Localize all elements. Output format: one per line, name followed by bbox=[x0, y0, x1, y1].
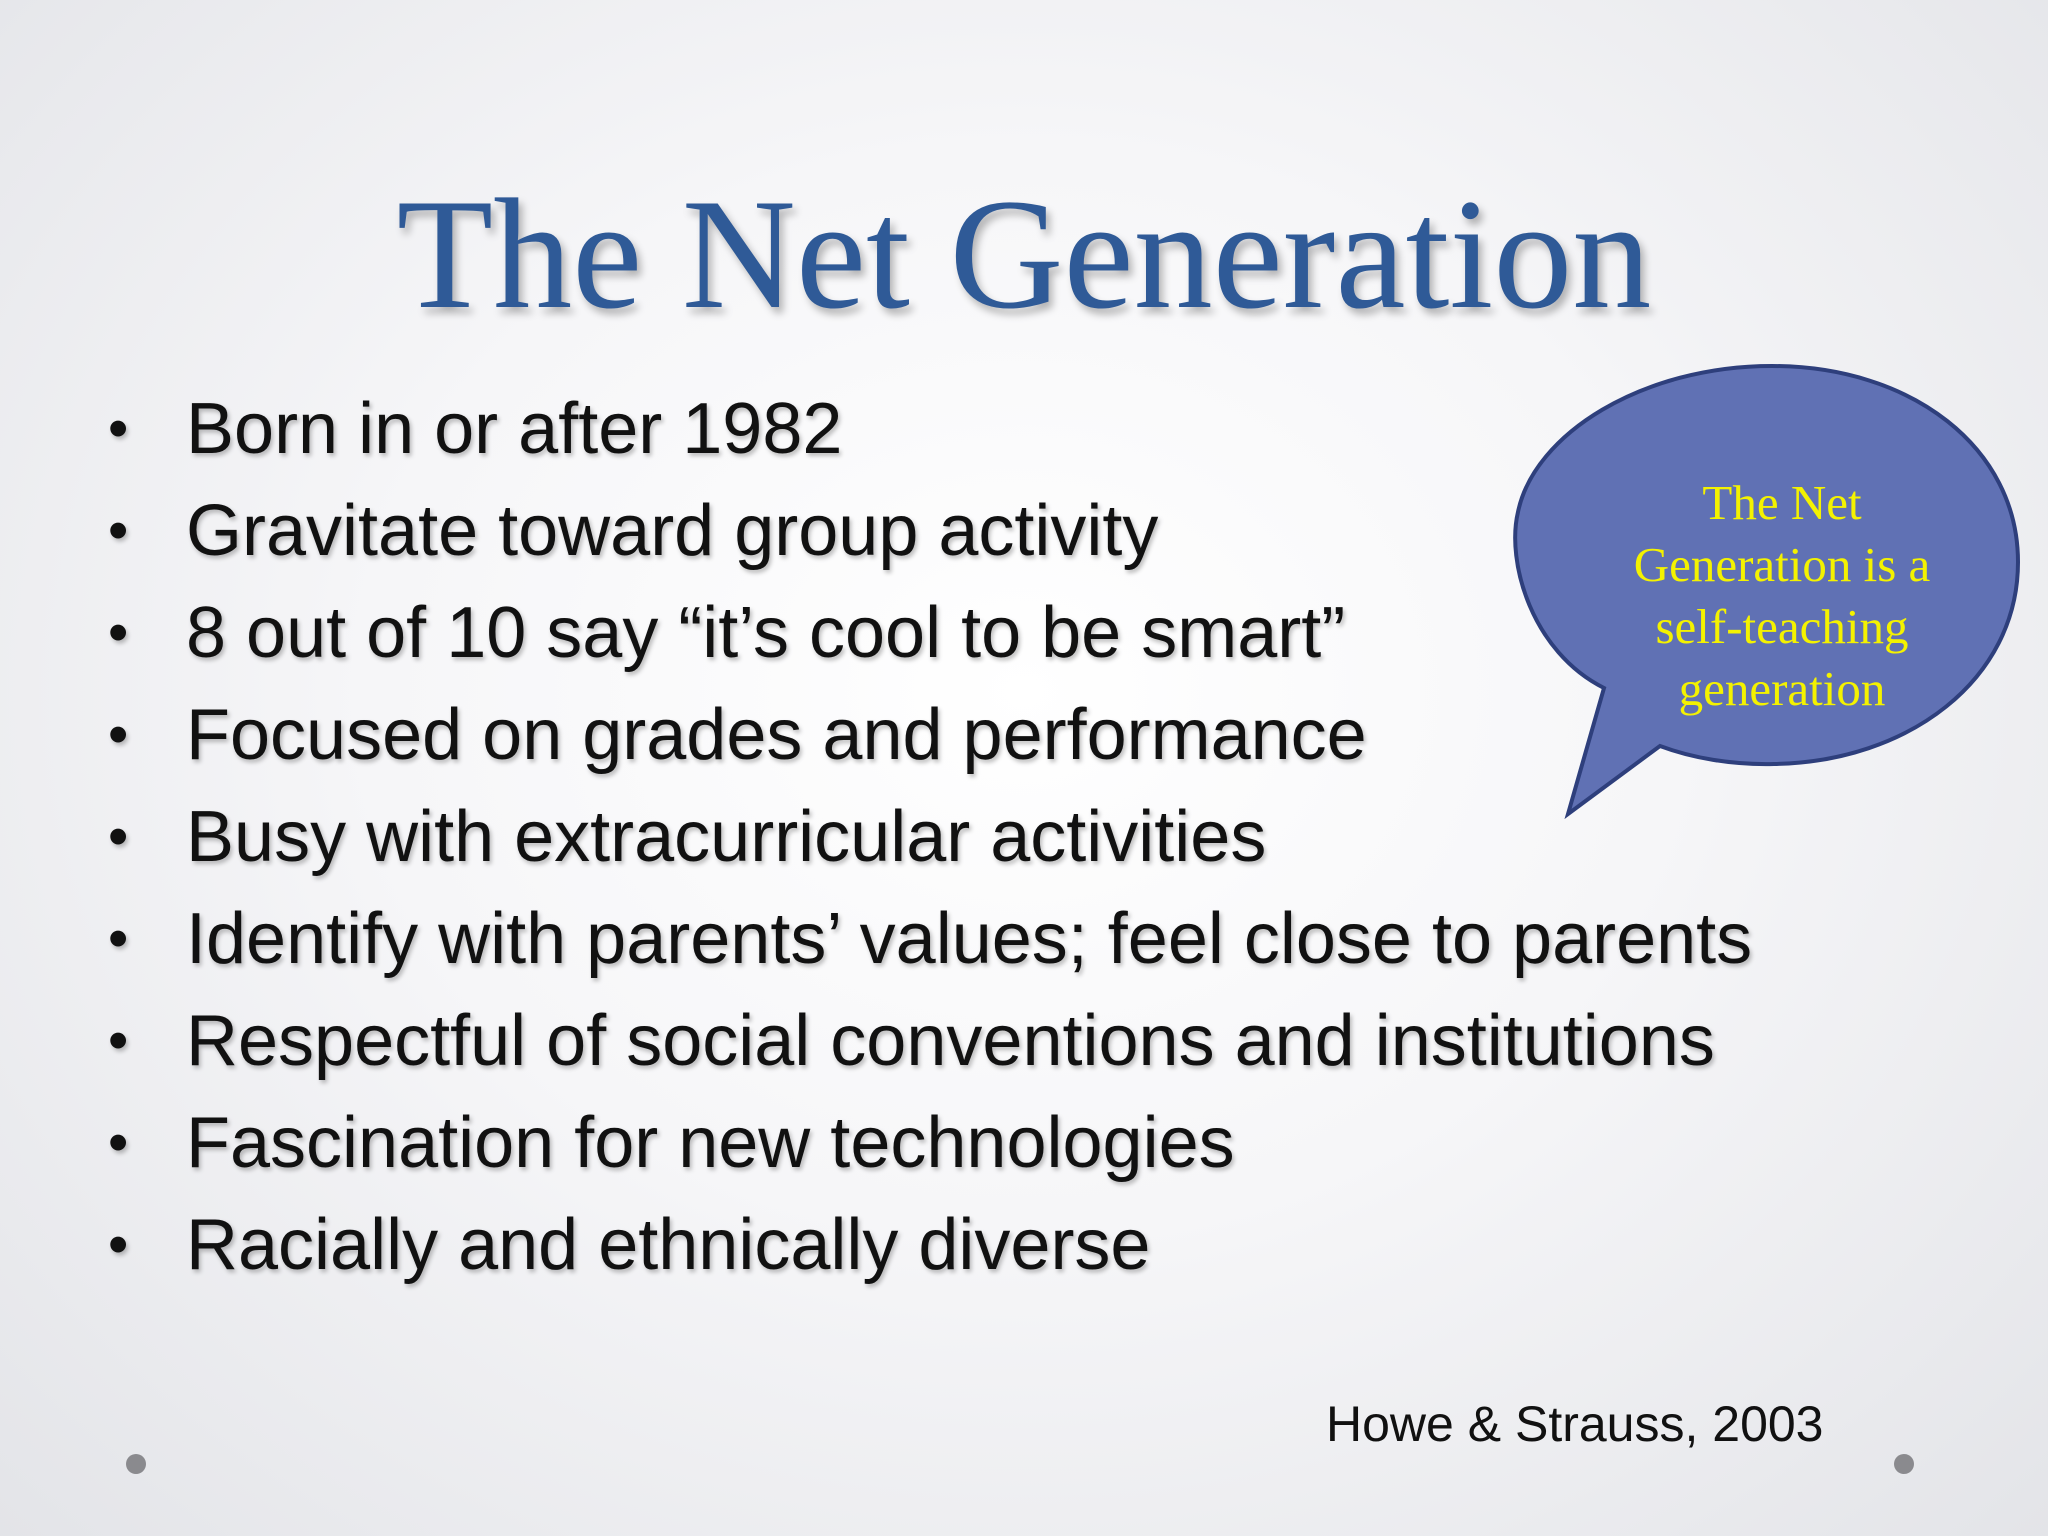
bullet-text: Racially and ethnically diverse bbox=[186, 1205, 1151, 1285]
bullet-icon: • bbox=[108, 1212, 129, 1277]
callout-line: Generation is a bbox=[1633, 537, 1931, 592]
callout-line: generation bbox=[1678, 661, 1886, 716]
bullet-icon: • bbox=[108, 1110, 129, 1175]
bullet-icon: • bbox=[108, 804, 129, 869]
bullet-icon: • bbox=[108, 498, 129, 563]
callout-text bbox=[1572, 472, 1992, 720]
bullet-icon: • bbox=[108, 702, 129, 767]
corner-dot-right bbox=[1894, 1454, 1914, 1474]
bullet-icon: • bbox=[108, 1008, 129, 1073]
bullet-text: Gravitate toward group activity bbox=[186, 491, 1159, 571]
bullet-text: Focused on grades and performance bbox=[186, 695, 1367, 775]
bullet-icon: • bbox=[108, 906, 129, 971]
speech-bubble-callout bbox=[1512, 362, 2024, 830]
slide-title: The Net Generation bbox=[396, 167, 1652, 342]
bullet-text: Fascination for new technologies bbox=[186, 1103, 1235, 1183]
callout-line: The Net bbox=[1702, 475, 1862, 530]
bullet-text: 8 out of 10 say “it’s cool to be smart” bbox=[186, 593, 1346, 673]
corner-dot-left bbox=[126, 1454, 146, 1474]
bullet-icon: • bbox=[108, 396, 129, 461]
callout-line: self-teaching bbox=[1655, 599, 1909, 654]
bullet-text: Identify with parents’ values; feel close to parents bbox=[186, 899, 1753, 979]
bullet-text: Respectful of social conventions and institutions bbox=[186, 1001, 1715, 1081]
bullet-text: Born in or after 1982 bbox=[186, 389, 843, 469]
bullet-text: Busy with extracurricular activities bbox=[186, 797, 1267, 877]
bullet-icon: • bbox=[108, 600, 129, 665]
citation: Howe & Strauss, 2003 bbox=[1326, 1396, 1824, 1452]
